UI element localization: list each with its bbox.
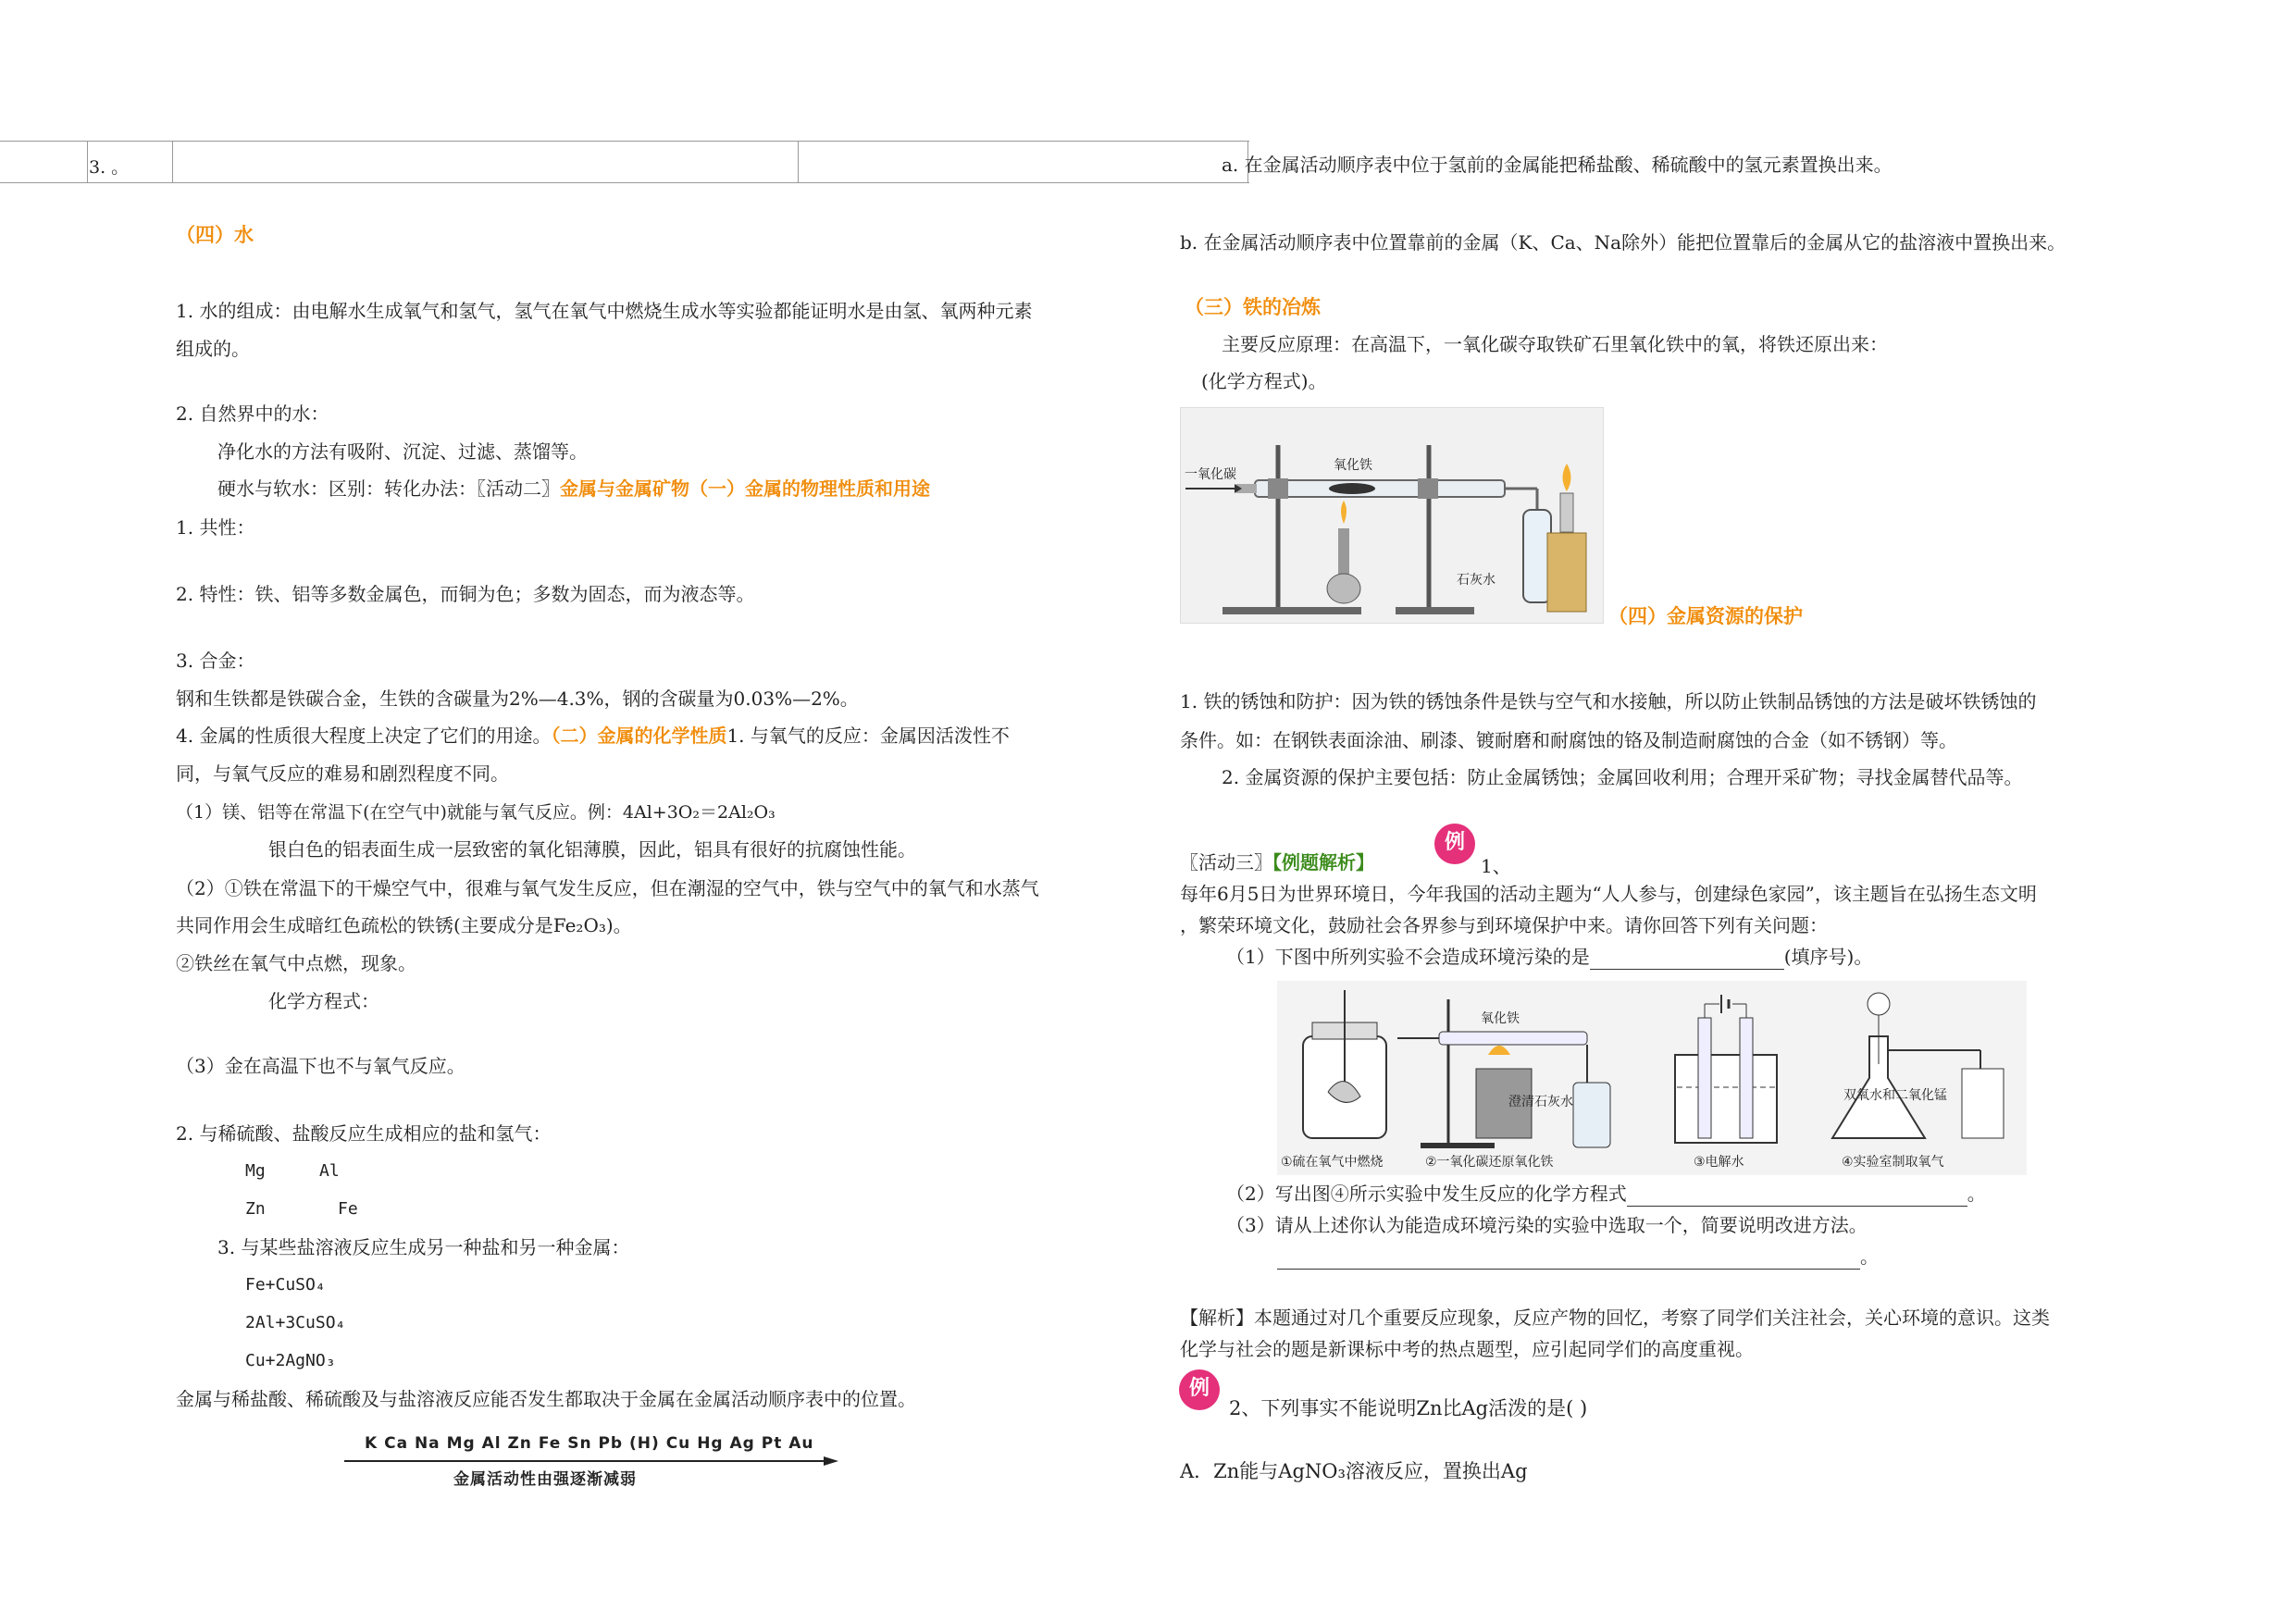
fig2-label-h2o2: 双氧水和二氧化锰 [1843,1088,1947,1103]
activity-series-caption: 金属活动性由强逐渐减弱 [453,1470,637,1489]
example-badge-2: 例 [1179,1369,1220,1410]
activity2-title: 金属与金属矿物（一）金属的物理性质和用途 [560,477,930,500]
chem-1-inline: 1. 与氧气的反应：金属因活泼性不 [726,725,1010,747]
activity3-line [1180,849,1374,875]
water-2: 2. 自然界中的水： [176,403,329,425]
chem-3: 3. 与某些盐溶液反应生成另一种盐和另一种金属： [217,1236,630,1258]
question-2-blank[interactable] [1627,1189,1967,1207]
fig1-label-co: 一氧化碳 [1185,467,1236,482]
question-2-text: （2）写出图④所示实验中发生反应的化学方程式 [1226,1183,1627,1205]
fig2-label-exp1: ①硫在氧气中燃烧 [1281,1155,1384,1170]
water-2-purify: 净化水的方法有吸附、沉淀、过滤、蒸馏等。 [217,440,588,463]
water-2-hard [217,476,930,502]
fig2-label-exp2: ②一氧化碳还原氧化铁 [1425,1155,1554,1170]
phys-2: 2. 特性：铁、铝等多数金属色，而铜为色；多数为固态，而为液态等。 [176,583,755,605]
fig1-label-fe2o3: 氧化铁 [1334,458,1372,473]
co-reduction-figure [1180,407,1604,624]
question-3-answer [1277,1244,1879,1270]
chem-1-2-a: （2）①铁在常温下的干燥空气中，很难与氧气发生反应，但在潮湿的空气中，铁与空气中的氧气和水蒸气 [176,877,1039,899]
iron-principle: 主要反应原理：在高温下，一氧化碳夺取铁矿石里氧化铁中的氧，将铁还原出来： [1222,333,1888,355]
fig2-label-exp4: ④实验室制取氧气 [1842,1155,1944,1170]
iron-heading: （三）铁的冶炼 [1185,296,1321,318]
hard-water-text: 硬水与软水：区别：转化办法：〖活动二〗 [217,477,560,500]
activity3-prefix: 〖活动三〗 [1180,851,1272,873]
question-3-blank[interactable] [1277,1252,1860,1270]
protect-heading: （四）金属资源的保护 [1608,605,1803,627]
question-1 [1226,944,1872,970]
question-2 [1226,1181,1986,1207]
example-2-option-a: A．Zn能与AgNO₃溶液反应，置换出Ag [1180,1460,1528,1482]
table-cell-text: 3. 。 [89,157,130,178]
protect-1-b: 条件。如：在钢铁表面涂油、刷漆、镀耐磨和耐腐蚀的铬及制造耐腐蚀的合金（如不锈钢）等。 [1180,729,1957,751]
fig2-label-exp3: ③电解水 [1694,1155,1744,1170]
fig2-label-limewater: 澄清石灰水 [1508,1095,1573,1109]
metal-zn: Zn [245,1199,266,1219]
question-2-suffix: 。 [1967,1183,1986,1205]
chem-1-1-b: 银白色的铝表面生成一层致密的氧化铝薄膜，因此，铝具有很好的抗腐蚀性能。 [268,838,916,861]
phys-4 [176,723,1010,749]
iron-equation: (化学方程式)。 [1201,370,1327,392]
protect-2: 2. 金属资源的保护主要包括：防止金属锈蚀；金属回收利用；合理开采矿物；寻找金属替代品等。 [1222,766,2023,788]
example-badge-1: 例 [1434,824,1475,864]
experiments-svg [1277,981,2027,1175]
water-1-line-a: 1. 水的组成：由电解水生成氧气和氢气，氢气在氧气中燃烧生成水等实验都能证明水是由氢、氧两种元素 [176,300,1033,322]
chem-1-3: （3）金在高温下也不与氧气反应。 [176,1055,465,1077]
table-divider [798,142,799,182]
question-1-text: （1）下图中所列实验不会造成环境污染的是 [1226,946,1590,968]
rule-b: b. 在金属活动顺序表中位置靠前的金属（K、Ca、Na除外）能把位置靠后的金属从它的盐溶液中置换出来。 [1180,231,2066,254]
table-divider [87,142,88,182]
phys-1: 1. 共性： [176,516,255,539]
water-1-line-b: 组成的。 [176,338,250,360]
co-reduction-svg [1181,408,1603,623]
chem-1-2-b: 共同作用会生成暗红色疏松的铁锈(主要成分是Fe₂O₃)。 [176,914,632,936]
question-1-suffix: (填序号)。 [1783,946,1873,968]
example-1-number: 1、 [1481,855,1511,877]
table-divider [172,142,173,182]
metal-fe: Fe [338,1199,358,1219]
top-table [0,141,1249,183]
metal-al: Al [319,1161,340,1181]
example-2: 2、下列事实不能说明Zn比Ag活泼的是( ) [1229,1397,1588,1419]
chem-1-2-d: 化学方程式： [268,990,379,1012]
question-3: （3）请从上述你认为能造成环境污染的实验中选取一个，简要说明改进方法。 [1226,1214,1868,1236]
metal-mg: Mg [245,1161,266,1181]
fig1-label-limewater: 石灰水 [1457,573,1496,588]
chem-2: 2. 与稀硫酸、盐酸反应生成相应的盐和氢气： [176,1122,552,1145]
phys-3: 3. 合金： [176,650,255,672]
experiments-figure [1277,981,2027,1175]
example-1-line-a: 每年6月5日为世界环境日，今年我国的活动主题为“人人参与，创建绿色家园”，该主题旨在弘扬生态文明 [1180,883,2037,905]
eq-cu-agno3: Cu+2AgNO₃ [245,1351,336,1370]
chem-1-2-c: ②铁丝在氧气中点燃，现象。 [176,952,416,974]
eq-fe-cuso4: Fe+CuSO₄ [245,1275,326,1295]
phys-4-text: 4. 金属的性质很大程度上决定了它们的用途。 [176,725,552,747]
order-note: 金属与稀盐酸、稀硫酸及与盐溶液反应能否发生都取决于金属在金属活动顺序表中的位置。 [176,1388,916,1410]
analysis-line-a: 【解析】本题通过对几个重要反应现象，反应产物的回忆，考察了同学们关注社会，关心环境的意识。这类 [1180,1307,2050,1329]
chem-heading: （二）金属的化学性质 [551,725,727,747]
eq-al-cuso4: 2Al+3CuSO₄ [245,1313,346,1332]
activity-series-metals: K Ca Na Mg Al Zn Fe Sn Pb (H) Cu Hg Ag Pt Au [365,1434,814,1453]
question-3-suffix: 。 [1860,1245,1879,1268]
chem-1-line-b: 同，与氧气反应的难易和剧烈程度不同。 [176,762,509,785]
phys-3-detail: 钢和生铁都是铁碳合金，生铁的含碳量为2%—4.3%，钢的含碳量为0.03%—2%。 [176,688,859,710]
example-1-line-b: ，繁荣环境文化，鼓励社会各界参与到环境保护中来。请你回答下列有关问题： [1180,914,1828,936]
activity3-title: 【例题解析】 [1272,851,1374,873]
question-1-blank[interactable] [1590,952,1784,970]
chem-1-1: （1）镁、铝等在常温下(在空气中)就能与氧气反应。例：4Al+3O₂＝2Al₂O₃ [176,802,776,823]
rule-a: a. 在金属活动顺序表中位于氢前的金属能把稀盐酸、稀硫酸中的氢元素置换出来。 [1222,154,1893,176]
activity-series [342,1434,842,1490]
protect-1-a: 1. 铁的锈蚀和防护：因为铁的锈蚀条件是铁与空气和水接触，所以防止铁制品锈蚀的方法是破坏铁锈蚀的 [1180,690,2037,712]
fig2-label-fe2o3: 氧化铁 [1481,1011,1520,1026]
analysis-line-b: 化学与社会的题是新课标中考的热点题型，应引起同学们的高度重视。 [1180,1338,1754,1360]
water-heading: （四）水 [176,224,254,246]
